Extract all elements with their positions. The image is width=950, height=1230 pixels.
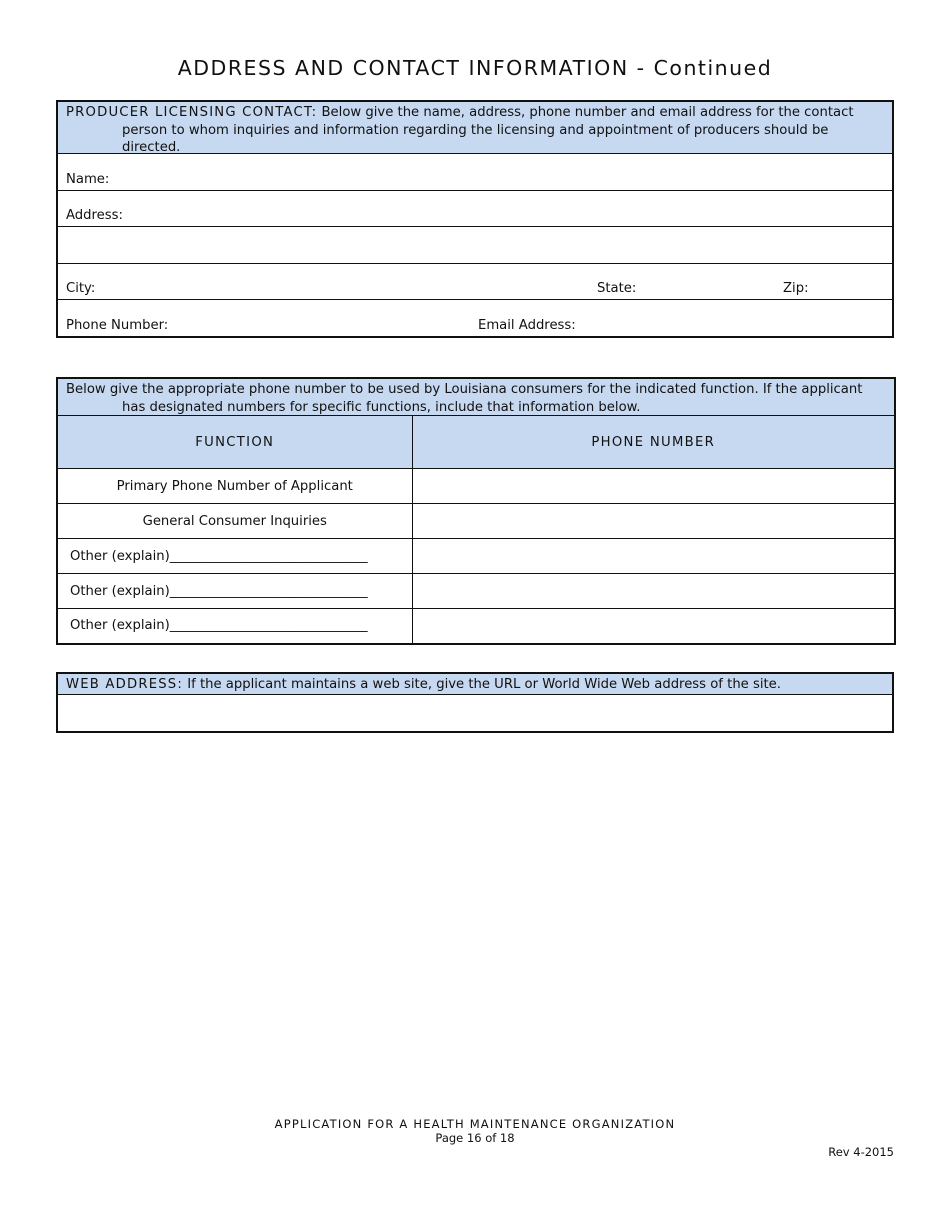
email-address-label: Email Address: — [478, 318, 576, 333]
footer-form-title: APPLICATION FOR A HEALTH MAINTENANCE ORGANIZATION — [274, 1117, 676, 1131]
producer-licensing-heading: PRODUCER LICENSING CONTACT: — [66, 105, 318, 120]
other-function-cell[interactable]: Other (explain)______________________________ — [57, 574, 412, 609]
consumer-phone-table — [56, 377, 896, 645]
other-function-cell[interactable]: Other (explain)______________________________ — [57, 609, 412, 644]
web-address-header — [57, 673, 893, 695]
function-column-header: FUNCTION — [57, 416, 412, 469]
other-function-cell[interactable]: Other (explain)______________________________ — [57, 539, 412, 574]
phone-email-row[interactable] — [57, 300, 893, 338]
page-title: ADDRESS AND CONTACT INFORMATION - Continued — [177, 56, 773, 80]
web-address-field[interactable] — [57, 695, 893, 733]
footer-revision: Rev 4-2015 — [828, 1145, 894, 1159]
web-address-heading: WEB ADDRESS: — [66, 677, 184, 692]
function-cell: Primary Phone Number of Applicant — [57, 469, 412, 504]
phone-number-column-header: PHONE NUMBER — [412, 416, 895, 469]
phone-number-input-cell[interactable] — [412, 574, 895, 609]
table-row — [57, 539, 895, 574]
table-row — [57, 609, 895, 644]
function-cell: General Consumer Inquiries — [57, 504, 412, 539]
zip-label: Zip: — [783, 281, 809, 296]
table-row — [57, 574, 895, 609]
table-row — [57, 504, 895, 539]
footer-page-number: Page 16 of 18 — [435, 1131, 515, 1145]
city-label: City: — [66, 281, 96, 296]
phone-number-input-cell[interactable] — [412, 609, 895, 644]
producer-licensing-instructions: Below give the name, address, phone number and email address for the contact person to whom inquiries and information regarding the licensing and appointment of producers should be directed. — [122, 105, 854, 155]
consumer-phone-intro: Below give the appropriate phone number to be used by Louisiana consumers for the indicated function. If the applicant has designated numbers for specific functions, include that information below. — [66, 382, 863, 415]
name-field[interactable] — [57, 154, 893, 191]
producer-licensing-header — [57, 101, 893, 154]
phone-number-label: Phone Number: — [66, 318, 169, 333]
web-address-instructions: If the applicant maintains a web site, give the URL or World Wide Web address of the site. — [183, 677, 781, 692]
phone-number-input-cell[interactable] — [412, 504, 895, 539]
city-state-zip-row[interactable] — [57, 264, 893, 300]
phone-number-input-cell[interactable] — [412, 469, 895, 504]
name-label: Name: — [66, 172, 110, 187]
producer-licensing-contact-table — [56, 100, 894, 338]
address-line-2-field[interactable] — [57, 227, 893, 264]
consumer-phone-intro-cell — [57, 378, 895, 416]
phone-number-input-cell[interactable] — [412, 539, 895, 574]
address-field[interactable] — [57, 191, 893, 227]
web-address-table — [56, 672, 894, 733]
state-label: State: — [597, 281, 637, 296]
table-row — [57, 469, 895, 504]
address-label: Address: — [66, 208, 123, 223]
